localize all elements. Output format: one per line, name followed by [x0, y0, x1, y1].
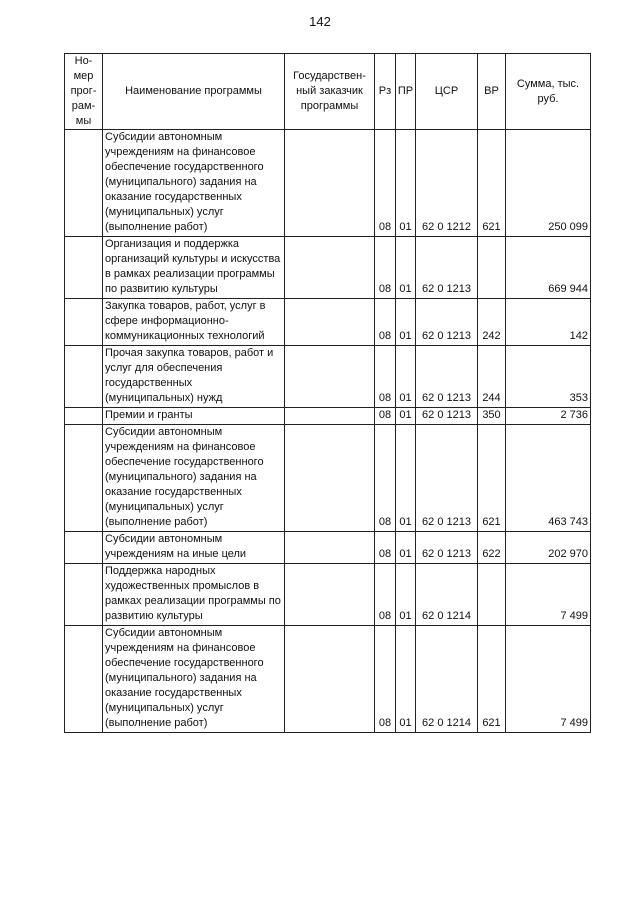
cell-csr: 62 0 1213	[416, 346, 478, 408]
cell-rz: 08	[375, 346, 396, 408]
cell-vr: 242	[478, 299, 506, 346]
header-rz: Рз	[375, 54, 396, 130]
cell-state-customer	[285, 564, 375, 626]
header-program-number: Но-мер прог-рам-мы	[65, 54, 103, 130]
cell-program-name: Прочая закупка товаров, работ и услуг для обеспечения государственных (муниципальных) нужд	[103, 346, 285, 408]
cell-program-name: Субсидии автономным учреждениям на финансовое обеспечение государственного (муниципального) задания на оказание государственных (муниципальных) услуг (выполнение работ)	[103, 130, 285, 237]
cell-rz: 08	[375, 408, 396, 425]
header-csr: ЦСР	[416, 54, 478, 130]
cell-program-number	[65, 299, 103, 346]
cell-pr: 01	[396, 626, 416, 733]
header-vr: ВР	[478, 54, 506, 130]
cell-sum: 463 743	[506, 425, 591, 532]
cell-program-number	[65, 425, 103, 532]
header-sum: Сумма, тыс. руб.	[506, 54, 591, 130]
table-row	[65, 564, 591, 626]
cell-sum: 7 499	[506, 564, 591, 626]
cell-state-customer	[285, 408, 375, 425]
cell-pr: 01	[396, 532, 416, 564]
cell-csr: 62 0 1214	[416, 626, 478, 733]
cell-vr: 621	[478, 425, 506, 532]
cell-sum: 142	[506, 299, 591, 346]
cell-sum: 202 970	[506, 532, 591, 564]
cell-state-customer	[285, 425, 375, 532]
cell-state-customer	[285, 346, 375, 408]
cell-program-number	[65, 532, 103, 564]
cell-program-name: Субсидии автономным учреждениям на финансовое обеспечение государственного (муниципального) задания на оказание государственных (муниципальных) услуг (выполнение работ)	[103, 425, 285, 532]
cell-pr: 01	[396, 564, 416, 626]
cell-state-customer	[285, 626, 375, 733]
cell-vr: 622	[478, 532, 506, 564]
cell-pr: 01	[396, 346, 416, 408]
cell-program-number	[65, 564, 103, 626]
cell-program-name: Организация и поддержка организаций культуры и искусства в рамках реализации программы по развитию культуры	[103, 237, 285, 299]
table-row	[65, 346, 591, 408]
cell-state-customer	[285, 532, 375, 564]
cell-state-customer	[285, 130, 375, 237]
cell-program-number	[65, 346, 103, 408]
cell-state-customer	[285, 237, 375, 299]
cell-program-name: Премии и гранты	[103, 408, 285, 425]
cell-vr: 244	[478, 346, 506, 408]
cell-state-customer	[285, 299, 375, 346]
table-row	[65, 425, 591, 532]
cell-pr: 01	[396, 299, 416, 346]
table-row	[65, 408, 591, 425]
cell-program-number	[65, 237, 103, 299]
cell-vr: 621	[478, 626, 506, 733]
table-row	[65, 299, 591, 346]
cell-vr: 621	[478, 130, 506, 237]
cell-sum: 2 736	[506, 408, 591, 425]
cell-vr	[478, 237, 506, 299]
cell-pr: 01	[396, 130, 416, 237]
cell-pr: 01	[396, 425, 416, 532]
header-state-customer: Государствен-ный заказчик программы	[285, 54, 375, 130]
cell-csr: 62 0 1213	[416, 408, 478, 425]
cell-csr: 62 0 1213	[416, 299, 478, 346]
page-number: 142	[309, 14, 331, 29]
header-pr: ПР	[396, 54, 416, 130]
cell-sum: 353	[506, 346, 591, 408]
table-row	[65, 237, 591, 299]
cell-program-name: Поддержка народных художественных промыслов в рамках реализации программы по развитию культуры	[103, 564, 285, 626]
cell-pr: 01	[396, 408, 416, 425]
cell-rz: 08	[375, 237, 396, 299]
cell-rz: 08	[375, 564, 396, 626]
cell-sum: 7 499	[506, 626, 591, 733]
cell-rz: 08	[375, 299, 396, 346]
cell-program-name: Субсидии автономным учреждениям на иные цели	[103, 532, 285, 564]
cell-rz: 08	[375, 130, 396, 237]
table-row	[65, 532, 591, 564]
cell-vr	[478, 564, 506, 626]
cell-vr: 350	[478, 408, 506, 425]
cell-program-number	[65, 130, 103, 237]
cell-csr: 62 0 1213	[416, 532, 478, 564]
budget-table	[64, 53, 591, 733]
table-row	[65, 130, 591, 237]
cell-program-name: Субсидии автономным учреждениям на финансовое обеспечение государственного (муниципального) задания на оказание государственных (муниципальных) услуг (выполнение работ)	[103, 626, 285, 733]
cell-pr: 01	[396, 237, 416, 299]
cell-csr: 62 0 1213	[416, 425, 478, 532]
header-program-name: Наименование программы	[103, 54, 285, 130]
cell-rz: 08	[375, 626, 396, 733]
header-row	[65, 54, 591, 130]
cell-program-number	[65, 626, 103, 733]
cell-rz: 08	[375, 532, 396, 564]
cell-program-number	[65, 408, 103, 425]
cell-program-name: Закупка товаров, работ, услуг в сфере информационно-коммуникационных технологий	[103, 299, 285, 346]
cell-csr: 62 0 1213	[416, 237, 478, 299]
cell-sum: 669 944	[506, 237, 591, 299]
cell-csr: 62 0 1214	[416, 564, 478, 626]
cell-sum: 250 099	[506, 130, 591, 237]
table-row	[65, 626, 591, 733]
cell-csr: 62 0 1212	[416, 130, 478, 237]
cell-rz: 08	[375, 425, 396, 532]
